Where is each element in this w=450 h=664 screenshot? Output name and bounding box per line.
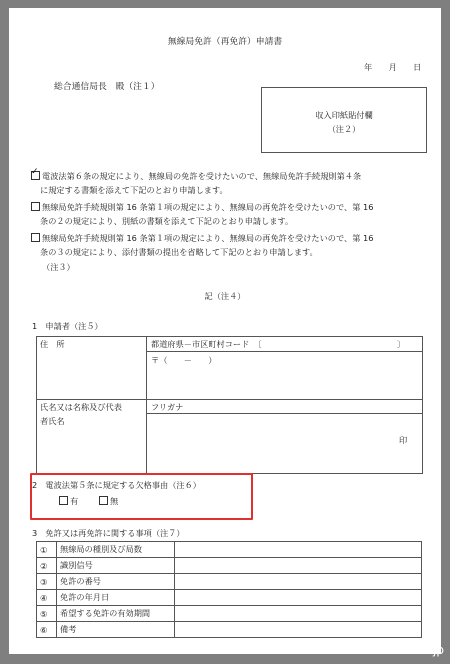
form-title: 無線局免許（再免許）申請書 xyxy=(167,37,283,47)
no-label: 無 xyxy=(110,496,119,506)
item-value[interactable] xyxy=(175,622,422,638)
option-2-text-1: 無線局免許手続規則第 16 条第１項の規定により、無線局の再免許を受けたいので、第 16 xyxy=(42,202,374,212)
item-number: ① xyxy=(37,542,57,558)
stamp-box-note: （注２） xyxy=(327,124,361,134)
furigana-underline xyxy=(146,413,422,414)
option-1-checkbox[interactable] xyxy=(31,171,40,180)
stamp-box-label: 収入印紙貼付欄 xyxy=(315,110,373,120)
option-2-checkbox[interactable] xyxy=(31,202,40,211)
disqualification-no[interactable] xyxy=(99,496,118,507)
item-value[interactable] xyxy=(175,574,422,590)
item-value[interactable] xyxy=(175,558,422,574)
application-form xyxy=(9,8,441,654)
name-label-1: 氏名又は名称及び代表 xyxy=(40,402,122,412)
option-3-text-1: 無線局免許手続規則第 16 条第１項の規定により、無線局の再免許を受けたいので、第 16 xyxy=(42,233,374,243)
license-items-table xyxy=(36,541,422,638)
yes-checkbox[interactable] xyxy=(59,496,68,505)
code-underline xyxy=(146,351,422,352)
seal-mark: 印 xyxy=(399,435,408,445)
item-number: ③ xyxy=(37,574,57,590)
item-number: ⑤ xyxy=(37,606,57,622)
furigana-label: フリガナ xyxy=(151,402,184,412)
name-label-2: 者氏名 xyxy=(40,416,65,426)
option-1-text-1: 電波法第６条の規定により、無線局の免許を受けたいので、無線局免許手続規則第４条 xyxy=(42,171,362,181)
option-2-text-2: 条の２の規定により、別紙の書類を添えて下記のとおり申請します。 xyxy=(40,216,294,226)
table-row xyxy=(37,558,422,574)
item-number: ⑥ xyxy=(37,622,57,638)
applicant-row-divider xyxy=(36,399,422,400)
applicant-col-divider xyxy=(146,336,147,473)
item-value[interactable] xyxy=(175,590,422,606)
postal-code: 〒（ － ） xyxy=(151,355,217,365)
yes-label: 有 xyxy=(70,496,79,506)
item-label: 免許の番号 xyxy=(57,574,175,590)
option-2 xyxy=(31,202,373,213)
table-row xyxy=(37,542,422,558)
table-row xyxy=(37,606,422,622)
municipality-code-close: 〕 xyxy=(397,339,406,349)
item-label: 識別信号 xyxy=(57,558,175,574)
item-label: 希望する免許の有効期間 xyxy=(57,606,175,622)
disqualification-yes[interactable] xyxy=(59,496,78,507)
option-1-text-2: に規定する書類を添えて下記のとおり申請します。 xyxy=(40,185,228,195)
section-1-heading: 1 申請者（注５） xyxy=(32,321,103,331)
item-number: ② xyxy=(37,558,57,574)
ki-heading: 記（注４） xyxy=(204,291,246,301)
option-3 xyxy=(31,233,373,244)
option-1 xyxy=(31,171,361,182)
municipality-code: 都道府県－市区町村コード 〔 xyxy=(151,339,262,349)
item-label: 無線局の種別及び局数 xyxy=(57,542,175,558)
item-number: ④ xyxy=(37,590,57,606)
note-3: （注３） xyxy=(42,262,75,272)
item-label: 備考 xyxy=(57,622,175,638)
addressee: 総合通信局長 殿（注１） xyxy=(54,82,160,92)
watermark-tld: .jp xyxy=(429,643,444,657)
table-row xyxy=(37,574,422,590)
option-3-checkbox[interactable] xyxy=(31,233,40,242)
option-3-text-2: 条の３の規定により、添付書類の提出を省略して下記のとおり申請します。 xyxy=(40,247,318,257)
table-row xyxy=(37,590,422,606)
section-3-heading: 3 免許又は再免許に関する事項（注７） xyxy=(32,528,185,538)
table-row xyxy=(37,622,422,638)
address-label: 住 所 xyxy=(40,339,65,349)
no-checkbox[interactable] xyxy=(99,496,108,505)
item-value[interactable] xyxy=(175,606,422,622)
watermark-brand: hamlife xyxy=(370,642,430,658)
date-line: 年 月 日 xyxy=(364,62,422,72)
item-label: 免許の年月日 xyxy=(57,590,175,606)
watermark xyxy=(370,642,444,658)
section-2-heading: 2 電波法第５条に規定する欠格事由（注６） xyxy=(32,480,201,490)
item-value[interactable] xyxy=(175,542,422,558)
